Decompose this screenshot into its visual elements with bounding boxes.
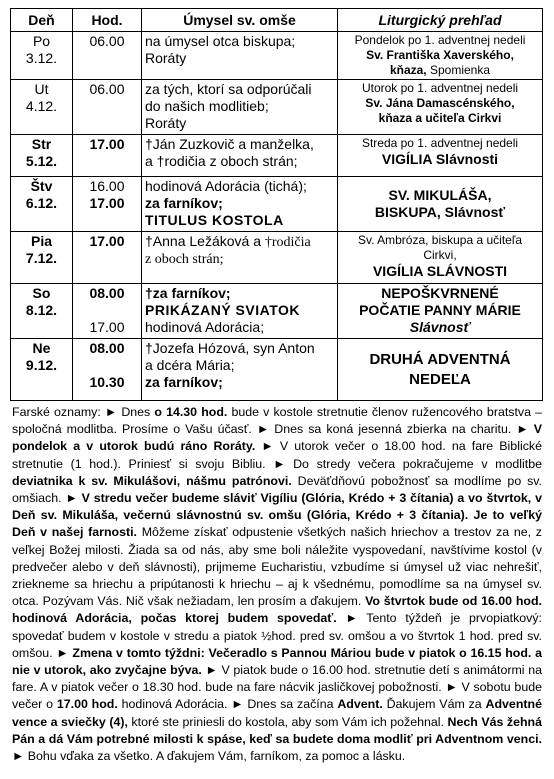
liturgy-line: VIGÍLIA SLÁVNOSTI xyxy=(372,263,508,279)
intention-line: †rodičia xyxy=(264,235,311,250)
announcement-text: hodinová Adorácia. ► Dnes sa začína xyxy=(117,697,338,712)
table-row xyxy=(11,177,543,232)
day-name: Štv xyxy=(30,178,53,194)
day-cell xyxy=(11,135,73,177)
day-date: 6.12. xyxy=(25,195,58,211)
intention-line: do našich modlitieb; xyxy=(145,98,269,114)
time: 17.00 xyxy=(89,319,125,335)
time-cell xyxy=(73,177,142,232)
time-cell xyxy=(73,339,142,401)
announcement-text: ktoré ste priniesli do kostola, aby som Vám ich požehnal. xyxy=(127,714,448,729)
liturgy-line: Pondelok po 1. adventnej nedeli xyxy=(354,33,526,47)
intention-line: hodinová Adorácia; xyxy=(145,319,265,335)
announcement-text: Adventné vence a sviečky (4), xyxy=(12,697,542,729)
day-cell xyxy=(11,80,73,135)
liturgy-line: Streda po 1. adventnej nedeli xyxy=(361,136,519,150)
liturgy-cell xyxy=(338,80,543,135)
intention-line: za tých, ktorí sa odporúčali xyxy=(145,81,312,97)
intention-line: †Ján Zuzkovič a manželka, xyxy=(145,136,314,152)
liturgy-line: Cirkvi, xyxy=(423,248,457,262)
time: 10.30 xyxy=(89,374,125,390)
day-name: So xyxy=(32,285,51,301)
day-cell xyxy=(11,284,73,339)
liturgy-line: kňaza, xyxy=(389,63,427,77)
day-date: 3.12. xyxy=(25,50,58,66)
day-date: 9.12. xyxy=(25,357,58,373)
announcement-text: ► Tento týždeň je prvopiatkový: spovedať budem v kostole v stredu a piatok ½hod. pred sv. omšou a vo štvrtok 1 hod. pred sv. omšou. xyxy=(12,611,542,660)
liturgy-cell xyxy=(338,135,543,177)
announcement-text: Nech Vás žehná Pán a dá Vám potrebné milosti k spáse, keď sa budete doma modliť pri Adventnom venci. xyxy=(12,714,542,746)
time: 17.00 xyxy=(89,195,125,211)
table-row xyxy=(11,284,543,339)
intention-line: za farníkov; xyxy=(145,195,223,211)
announcement-text: bude v kostole stretnutie členov ružencového bratstva – spoločná modlitba. Prosíme o Vašu účasť. ► Dnes sa koná jesenná zbierka na charitu. xyxy=(12,405,543,437)
liturgy-line: Spomienka xyxy=(429,63,491,77)
day-name: Pia xyxy=(30,233,52,249)
intention-line: †Jozefa Hózová, syn Anton xyxy=(145,340,315,356)
intention-line: †Anna Ležáková a xyxy=(145,233,265,249)
table-row xyxy=(11,232,543,284)
announcement-text: ► V pondelok a v utorok budú ráno Roráty. xyxy=(12,422,542,454)
intention-cell xyxy=(142,177,338,232)
announcement-text: Farské oznamy: ► Dnes xyxy=(12,405,155,419)
header-den: Deň xyxy=(11,9,73,32)
table-header-row xyxy=(11,9,543,32)
header-hod: Hod. xyxy=(73,9,142,32)
intention-line: †za farníkov; xyxy=(145,285,231,301)
announcement-text: ► V stredu večer budeme sláviť Vigíliu (Glória, Krédo + 3 čítania) a vo štvrtok, v Deň sv. Mikuláša, večernú slávnostnú sv. omšu (Glória, Krédo + 3 čítania). Je to veľký Deň v našej farnosti. xyxy=(12,491,543,540)
day-cell xyxy=(11,177,73,232)
table-row xyxy=(11,32,543,80)
liturgy-line: NEDEĽA xyxy=(409,370,471,388)
time: 17.00 xyxy=(89,136,125,152)
liturgy-line: VIGÍLIA Slávnosti xyxy=(381,151,499,167)
intention-line: TITULUS KOSTOLA xyxy=(145,212,284,228)
announcement-text: ► Bohu vďaka za všetko. A ďakujem Vám, farníkom, za pomoc a lásku. xyxy=(12,749,406,764)
day-name: Po xyxy=(32,33,51,49)
intention-cell xyxy=(142,339,338,401)
announcement-text: ► V piatok bude o 16.00 hod. stretnutie detí s animátormi na fare. A v piatok večer o 18.30 hod. bude na fare nácvik jasličkovej pobožnosti. ► V sobotu bude večer o xyxy=(12,663,543,712)
intention-cell xyxy=(142,32,338,80)
time: 06.00 xyxy=(89,33,125,49)
liturgy-line: BISKUPA, Slávnosť xyxy=(374,204,506,220)
intention-cell xyxy=(142,284,338,339)
day-date: 8.12. xyxy=(25,302,58,318)
table-row xyxy=(11,80,543,135)
header-liturgicky: Liturgický prehľad xyxy=(338,9,543,32)
day-cell xyxy=(11,339,73,401)
time: 17.00 xyxy=(89,233,125,249)
announcement-text: 17.00 hod. xyxy=(56,697,118,712)
announcement-text: o 14.30 hod. xyxy=(154,405,228,419)
intention-cell xyxy=(142,135,338,177)
intention-line: a dcéra Mária; xyxy=(145,357,235,373)
announcement-text: deviatnika k sv. Mikulášovi, nášmu patrónovi. xyxy=(12,473,292,488)
time-cell xyxy=(73,284,142,339)
time: 08.00 xyxy=(89,340,125,356)
intention-line: PRIKÁZANÝ SVIATOK xyxy=(145,302,300,318)
day-cell xyxy=(11,232,73,284)
day-date: 4.12. xyxy=(25,98,58,114)
intention-line: z oboch strán; xyxy=(145,252,224,267)
intention-cell xyxy=(142,80,338,135)
schedule-table xyxy=(10,8,543,401)
intention-cell xyxy=(142,232,338,284)
day-cell xyxy=(11,32,73,80)
parish-announcements xyxy=(12,404,542,765)
liturgy-line: DRUHÁ ADVENTNÁ xyxy=(369,350,511,368)
liturgy-cell xyxy=(338,32,543,80)
liturgy-line: Slávnosť xyxy=(409,319,471,335)
intention-line: a †rodičia z oboch strán; xyxy=(145,153,298,169)
header-umysel: Úmysel sv. omše xyxy=(142,9,338,32)
intention-line: hodinová Adorácia (tichá); xyxy=(145,178,307,194)
time: 08.00 xyxy=(89,285,125,301)
day-date: 7.12. xyxy=(25,250,58,266)
intention-line: na úmysel otca biskupa; xyxy=(145,33,296,49)
time-cell xyxy=(73,32,142,80)
liturgy-line: SV. MIKULÁŠA, xyxy=(388,187,492,203)
announcement-text: Advent. xyxy=(337,697,383,712)
time: 16.00 xyxy=(89,178,125,194)
intention-line: za farníkov; xyxy=(145,374,223,390)
time-cell xyxy=(73,232,142,284)
liturgy-line: Sv. Ambróza, biskupa a učiteľa xyxy=(357,233,523,247)
announcement-text: Môžeme získať odpustenie všetkých našich hriechov a trestov za ne, z veľkej Božej milosti. Žiada sa od nás, aby sme boli náležite vyspovedaní, navštívime kostol (v predvečer alebo v deň slávnosti), prijmeme Eucharistiu, vzbudíme si úmysel už viac nehrešiť, zriekneme sa hriechu a pripútanosti k hriechu – aj k všednému, pomodlíme sa na úmysel sv. otca. Pozývam Vás. Nič však nežiadam, len prosím a ďakujem. xyxy=(12,525,542,609)
time-cell xyxy=(73,135,142,177)
intention-line: Roráty xyxy=(145,115,187,131)
time-cell xyxy=(73,80,142,135)
day-date: 5.12. xyxy=(25,153,58,169)
day-name: Ut xyxy=(34,81,49,97)
announcement-text: ► V utorok večer o 18.00 hod. na fare Biblické stretnutie (1 hod.). Priniesť si svoju Bibliu. ► Do stredy večera pokračujeme v modlitbe xyxy=(12,439,542,471)
liturgy-line: Utorok po 1. adventnej nedeli xyxy=(361,81,519,95)
announcement-text: Vo štvrtok bude od 16.00 hod. hodinová Adorácia, počas ktorej budem spovedať. xyxy=(12,594,542,626)
announcement-text: ► Zmena v tomto týždni: Večeradlo s Pannou Máriou bude v piatok o 16.15 hod. a nie v utorok, ako zvyčajne býva. xyxy=(12,645,542,678)
time: 06.00 xyxy=(89,81,125,97)
liturgy-cell xyxy=(338,177,543,232)
liturgy-line: NEPOŠKVRNENÉ xyxy=(381,285,499,301)
liturgy-cell xyxy=(338,232,543,284)
day-name: Ne xyxy=(32,340,51,356)
intention-line: Roráty xyxy=(145,50,187,66)
table-row xyxy=(11,339,543,401)
liturgy-line: kňaza a učiteľa Cirkvi xyxy=(378,111,502,125)
liturgy-cell xyxy=(338,339,543,401)
liturgy-line: Sv. Františka Xaverského, xyxy=(366,48,514,62)
announcement-text: Ďakujem Vám za xyxy=(382,697,486,712)
liturgy-cell xyxy=(338,284,543,339)
liturgy-line: Sv. Jána Damascénského, xyxy=(365,96,515,110)
liturgy-line: POČATIE PANNY MÁRIE xyxy=(359,302,521,318)
table-row xyxy=(11,135,543,177)
announcement-text: Deväťdňovú pobožnosť sa modlíme po sv. omšiach. xyxy=(12,473,542,506)
day-name: Str xyxy=(31,136,52,152)
